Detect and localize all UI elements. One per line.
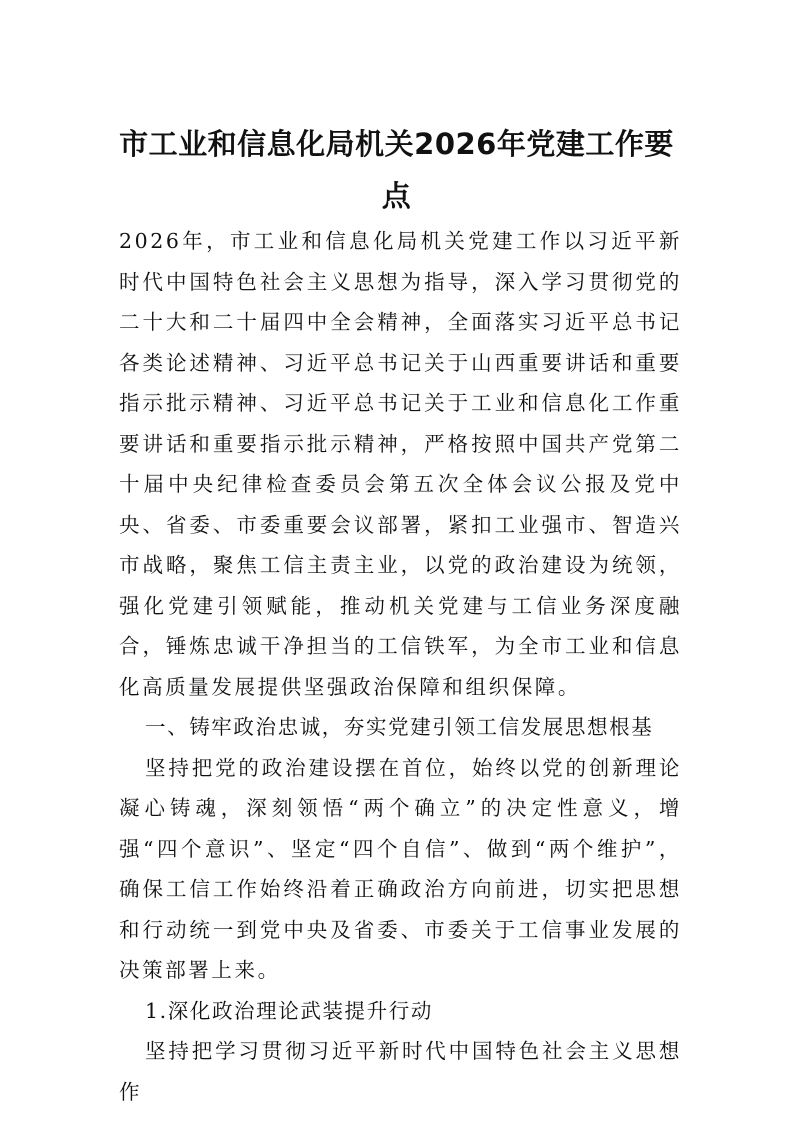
document-title: 市工业和信息化局机关2026年党建工作要点 xyxy=(119,127,674,213)
section-1-paragraph: 坚持把党的政治建设摆在首位，始终以党的创新理论凝心铸魂，深刻领悟“两个确立”的决定性意义，增强“四个意识”、坚定“四个自信”、做到“两个维护”，确保工信工作始终沿着正确政治方向前进，切实把思想和行动统一到党中央及省委、市委关于工信事业发展的决策部署上来。 xyxy=(119,755,682,982)
intro-paragraph: 2026年，市工业和信息化局机关党建工作以习近平新时代中国特色社会主义思想为指导，深入学习贯彻党的二十大和二十届四中全会精神，全面落实习近平总书记各类论述精神、习近平总书记关于山西重要讲话和重要指示批示精神、习近平总书记关于工业和信息化工作重要讲话和重要指示批示精神，严格按照中国共产党第二十届中央纪律检查委员会第五次全体会议公报及党中央、省委、市委重要会议部署，紧扣工业强市、智造兴市战略，聚焦工信主责主业，以党的政治建设为统领，强化党建引领赋能，推动机关党建与工信业务深度融合，锤炼忠诚干净担当的工信铁军，为全市工业和信息化高质量发展提供坚强政治保障和组织保障。 xyxy=(119,229,682,699)
document-body xyxy=(119,221,682,1112)
section-1-heading: 一、铸牢政治忠诚，夯实党建引领工信发展思想根基 xyxy=(145,715,654,739)
subsection-1-paragraph: 坚持把学习贯彻习近平新时代中国特色社会主义思想作 xyxy=(119,1039,682,1104)
subsection-1-heading: 1.深化政治理论武装提升行动 xyxy=(145,998,433,1023)
